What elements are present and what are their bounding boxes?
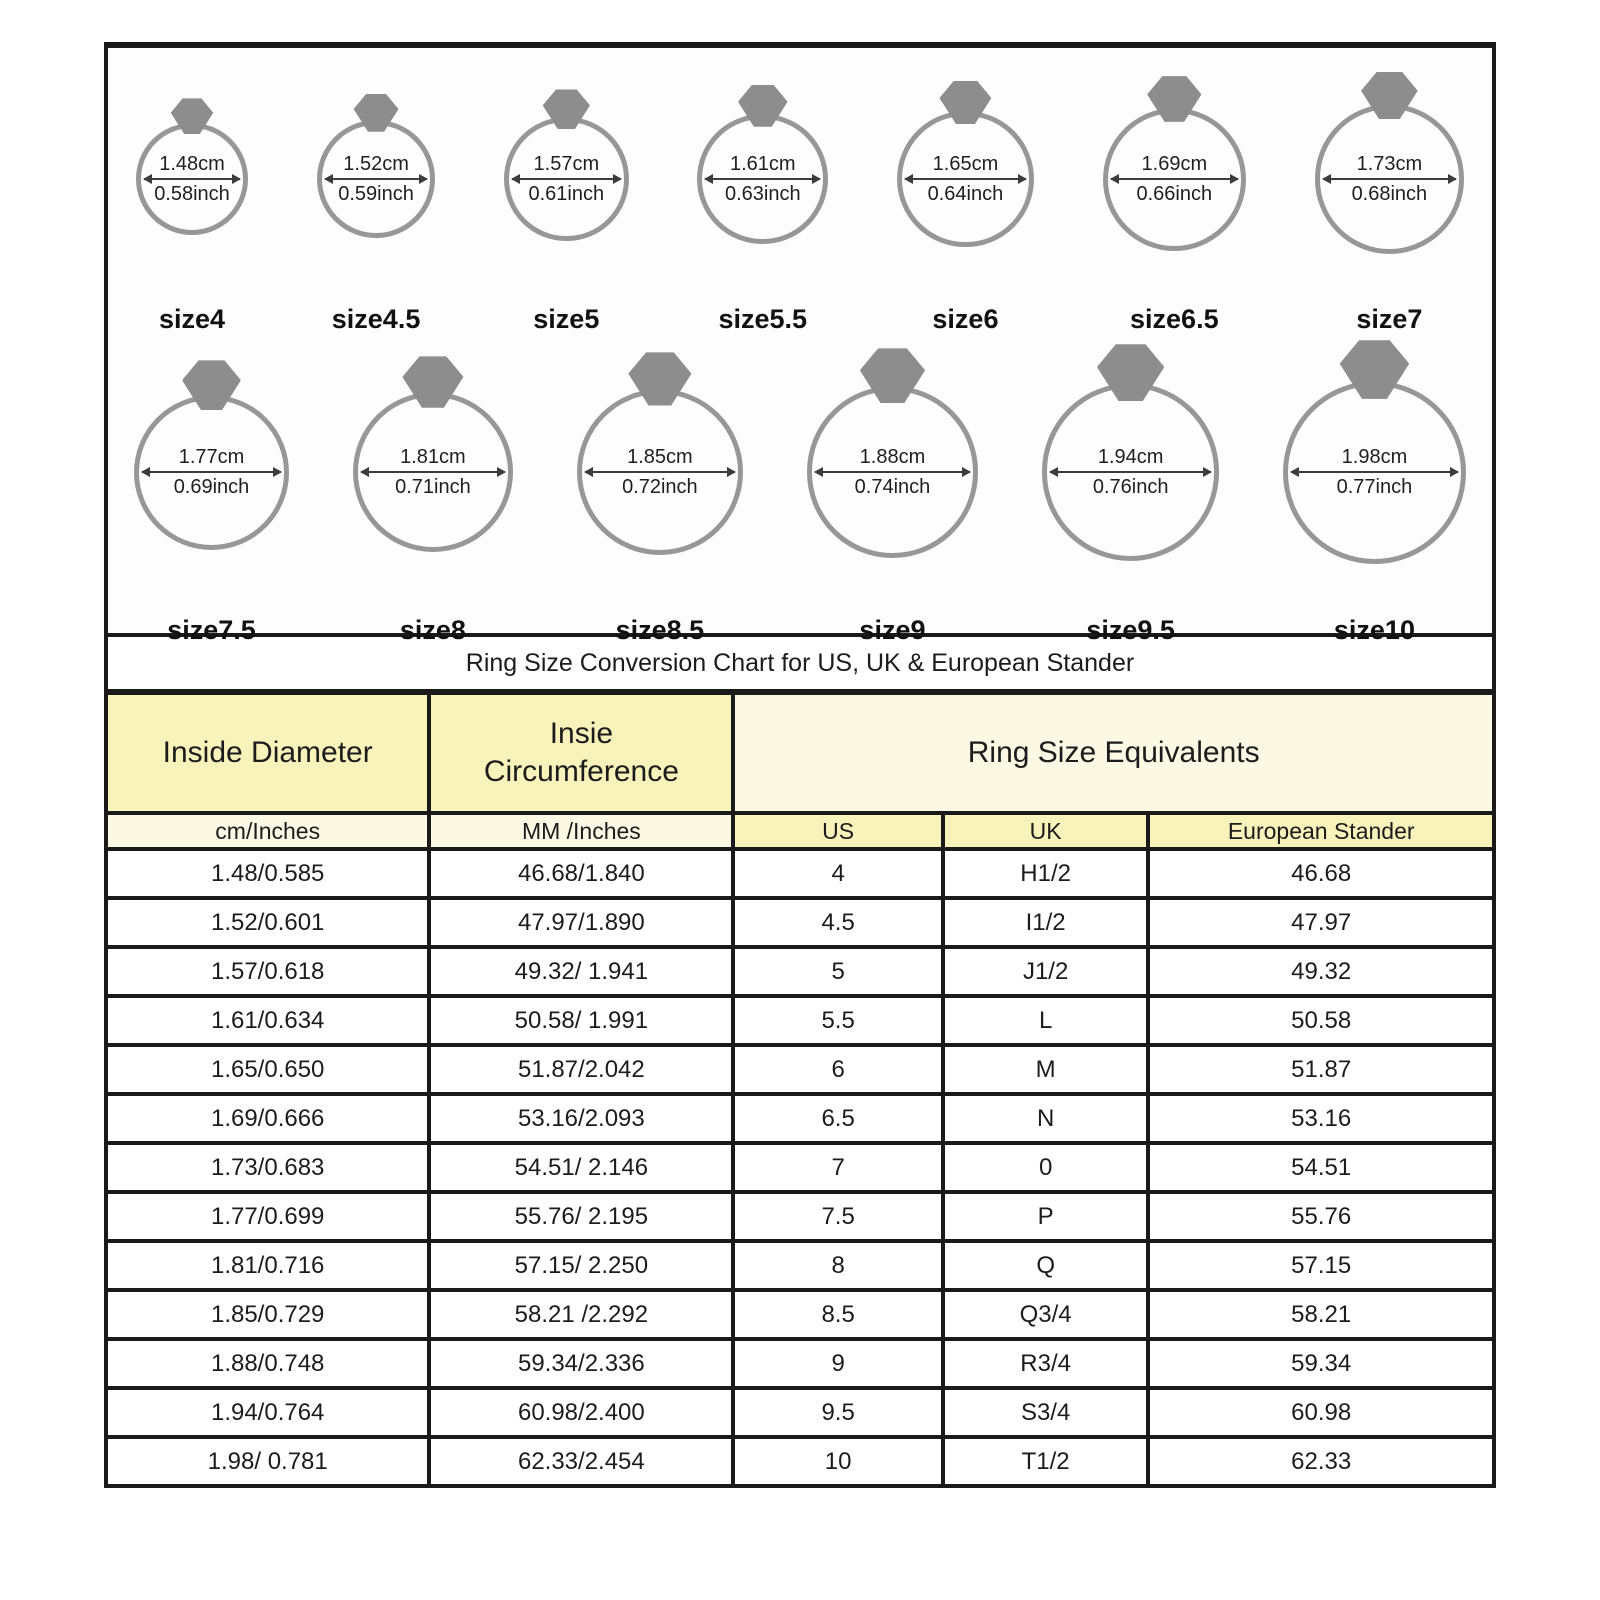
ring-size-label: size9 [859,615,926,645]
ring-size-label: size6 [932,304,999,334]
cell-us-size: 6.5 [733,1094,943,1143]
ring-diagram [1042,343,1219,646]
diameter-arrow-icon [512,178,620,180]
ring-diameter-cm: 1.81cm [400,446,466,468]
ring-row-1 [108,48,1492,335]
ring-diagram [353,343,514,646]
cell-european-size: 51.87 [1148,1045,1494,1094]
ring-diameter-inch: 0.69inch [173,476,250,498]
diameter-arrow-icon [1111,178,1238,180]
ring [577,389,743,555]
ring-circle [1042,383,1219,560]
header-inside-circumference [429,692,733,813]
table-row [106,1094,1494,1143]
diameter-arrow-icon [142,471,281,473]
subheader-mm-inches: MM /Inches [429,813,733,849]
ring-row-2 [108,335,1492,646]
cell-uk-size: P [943,1192,1148,1241]
table-row [106,1192,1494,1241]
ring-graphic [353,343,514,601]
cell-european-size: 49.32 [1148,947,1494,996]
cell-uk-size: H1/2 [943,849,1148,898]
ring-diameter-cm: 1.57cm [533,152,600,175]
ring-circle [136,123,248,235]
cell-us-size: 5 [733,947,943,996]
ring-size-label: size9.5 [1086,615,1175,645]
ring-graphic [807,343,979,601]
cell-uk-size: 0 [943,1143,1148,1192]
ring-size-label: size4 [158,304,226,334]
table-title: Ring Size Conversion Chart for US, UK & European Stander [106,637,1494,692]
cell-inside-circumference: 53.16/2.093 [429,1094,733,1143]
ring [697,114,828,245]
cell-uk-size: J1/2 [943,947,1148,996]
cell-us-size: 9.5 [733,1388,943,1437]
ring-circle [353,392,514,553]
header-ring-size-equivalents: Ring Size Equivalents [733,692,1494,813]
ring-circle [1283,381,1466,564]
cell-european-size: 46.68 [1148,849,1494,898]
cell-european-size: 55.76 [1148,1192,1494,1241]
ring-size-label: size7.5 [167,615,256,645]
ring [1315,104,1464,253]
cell-inside-diameter: 1.65/0.650 [106,1045,429,1094]
table-row [106,849,1494,898]
cell-inside-circumference: 50.58/ 1.991 [429,996,733,1045]
cell-uk-size: S3/4 [943,1388,1148,1437]
ring [317,120,435,238]
cell-inside-diameter: 1.73/0.683 [106,1143,429,1192]
cell-uk-size: L [943,996,1148,1045]
cell-us-size: 7 [733,1143,943,1192]
cell-uk-size: M [943,1045,1148,1094]
cell-us-size: 10 [733,1437,943,1486]
cell-inside-circumference: 57.15/ 2.250 [429,1241,733,1290]
cell-inside-circumference: 51.87/2.042 [429,1045,733,1094]
cell-inside-diameter: 1.85/0.729 [106,1290,429,1339]
cell-inside-circumference: 49.32/ 1.941 [429,947,733,996]
cell-european-size: 57.15 [1148,1241,1494,1290]
cell-us-size: 6 [733,1045,943,1094]
cell-us-size: 8.5 [733,1290,943,1339]
cell-european-size: 60.98 [1148,1388,1494,1437]
ring-graphic [504,68,628,290]
ring-diameter-inch: 0.74inch [854,475,931,498]
table-subheader-row [106,813,1494,849]
table-row [106,1290,1494,1339]
cell-inside-diameter: 1.69/0.666 [106,1094,429,1143]
ring-diameter-inch: 0.76inch [1092,475,1169,498]
ring-size-label: size8 [399,615,466,645]
subheader-cm-inches: cm/Inches [106,813,429,849]
ring-size-label: size10 [1333,615,1415,645]
conversion-table [104,637,1496,1488]
ring-diagram [807,343,979,646]
cell-uk-size: Q3/4 [943,1290,1148,1339]
cell-us-size: 9 [733,1339,943,1388]
ring-diagram [697,68,828,335]
cell-european-size: 47.97 [1148,898,1494,947]
table-row [106,996,1494,1045]
ring-diagram [1315,68,1464,335]
ring-diameter-cm: 1.65cm [932,152,999,175]
ring-graphic [134,343,289,601]
diameter-arrow-icon [1323,178,1456,180]
cell-inside-circumference: 47.97/1.890 [429,898,733,947]
ring-diameter-inch: 0.71inch [395,476,471,498]
ring-size-label: size5 [533,304,600,334]
ring-diameter-cm: 1.52cm [343,153,409,175]
ring-diameter-inch: 0.58inch [154,183,230,205]
ring-circle [134,395,289,550]
cell-inside-circumference: 54.51/ 2.146 [429,1143,733,1192]
diameter-arrow-icon [144,178,240,180]
cell-us-size: 4.5 [733,898,943,947]
ring-diameter-cm: 1.73cm [1356,153,1423,175]
ring-circle [1315,104,1464,253]
header-circumference-line2: Circumference [483,755,679,788]
cell-inside-diameter: 1.52/0.601 [106,898,429,947]
ring [897,111,1034,248]
ring-circle [897,111,1034,248]
ring-diagram [1283,343,1466,646]
ring-diagram [134,343,289,646]
ring-diameter-cm: 1.85cm [627,446,693,468]
ring-circle [317,120,435,238]
ring-circle [1103,108,1246,251]
ring [353,392,514,553]
cell-european-size: 54.51 [1148,1143,1494,1192]
ring [807,386,979,558]
cell-inside-circumference: 60.98/2.400 [429,1388,733,1437]
ring [136,123,248,235]
chart-sheet [104,42,1496,1488]
table-row [106,1045,1494,1094]
cell-inside-diameter: 1.57/0.618 [106,947,429,996]
header-circumference-line1: Insie [549,717,614,750]
ring-size-label: size8.5 [615,615,705,645]
table-row [106,898,1494,947]
cell-inside-circumference: 59.34/2.336 [429,1339,733,1388]
subheader-european-stander: European Stander [1148,813,1494,849]
subheader-uk: UK [943,813,1148,849]
subheader-us: US [733,813,943,849]
cell-us-size: 8 [733,1241,943,1290]
cell-uk-size: R3/4 [943,1339,1148,1388]
ring-diameter-cm: 1.88cm [859,445,926,468]
ring-diagram [897,68,1034,335]
ring-diameter-inch: 0.59inch [338,183,414,205]
table-row [106,1241,1494,1290]
ring-size-label: size7 [1356,304,1423,334]
ring-diameter-cm: 1.48cm [159,153,225,175]
cell-uk-size: T1/2 [943,1437,1148,1486]
table-header-row [106,692,1494,813]
cell-inside-circumference: 62.33/2.454 [429,1437,733,1486]
ring-diameter-cm: 1.94cm [1097,445,1164,468]
diameter-arrow-icon [705,178,820,180]
cell-inside-diameter: 1.94/0.764 [106,1388,429,1437]
cell-inside-diameter: 1.61/0.634 [106,996,429,1045]
ring-size-label: size6.5 [1130,304,1219,334]
diameter-arrow-icon [905,178,1026,180]
diameter-arrow-icon [1050,471,1211,473]
cell-inside-circumference: 55.76/ 2.195 [429,1192,733,1241]
ring [1283,381,1466,564]
table-row [106,1388,1494,1437]
ring-graphic [577,343,743,601]
table-row [106,1437,1494,1486]
ring [1042,383,1219,560]
cell-european-size: 62.33 [1148,1437,1494,1486]
ring-diameter-cm: 1.77cm [178,446,245,468]
diameter-arrow-icon [325,178,427,180]
ring [504,117,628,241]
ring-diameter-inch: 0.72inch [622,476,698,498]
diameter-arrow-icon [585,471,735,473]
cell-uk-size: N [943,1094,1148,1143]
cell-us-size: 7.5 [733,1192,943,1241]
ring-diameter-inch: 0.63inch [724,183,801,205]
ring-diameter-cm: 1.61cm [729,153,796,175]
ring-circle [697,114,828,245]
cell-inside-diameter: 1.48/0.585 [106,849,429,898]
ring-graphic [1283,343,1466,601]
diameter-arrow-icon [815,471,971,473]
cell-inside-circumference: 58.21 /2.292 [429,1290,733,1339]
ring-size-label: size4.5 [331,304,421,334]
ring-diameter-inch: 0.77inch [1336,476,1413,498]
cell-inside-diameter: 1.81/0.716 [106,1241,429,1290]
cell-european-size: 50.58 [1148,996,1494,1045]
ring-graphic [1103,68,1246,290]
table-row [106,1339,1494,1388]
cell-inside-diameter: 1.98/ 0.781 [106,1437,429,1486]
cell-us-size: 4 [733,849,943,898]
ring-diagram [1103,68,1246,335]
ring-diameter-cm: 1.98cm [1341,446,1408,468]
ring-circle [807,386,979,558]
ring-graphic [1315,68,1464,290]
ring-graphic [317,68,435,290]
ring-diameter-inch: 0.61inch [528,182,605,205]
cell-inside-diameter: 1.88/0.748 [106,1339,429,1388]
ring-diameter-inch: 0.68inch [1351,183,1428,205]
cell-us-size: 5.5 [733,996,943,1045]
cell-european-size: 53.16 [1148,1094,1494,1143]
ring-graphic [897,68,1034,290]
ring-diagram [136,68,248,335]
ring [134,395,289,550]
ring-diagram [577,343,743,646]
ring [1103,108,1246,251]
ring-circle [504,117,628,241]
table-row [106,947,1494,996]
ring-diameter-inch: 0.64inch [927,182,1004,205]
ring-graphic [697,68,828,290]
cell-inside-diameter: 1.77/0.699 [106,1192,429,1241]
ring-graphic [1042,343,1219,601]
cell-uk-size: I1/2 [943,898,1148,947]
ring-graphic [136,68,248,290]
cell-inside-circumference: 46.68/1.840 [429,849,733,898]
diameter-arrow-icon [1291,471,1458,473]
ring-diagram [504,68,628,335]
ring-size-label: size5.5 [718,304,808,334]
ring-diagram [317,68,435,335]
cell-european-size: 59.34 [1148,1339,1494,1388]
cell-uk-size: Q [943,1241,1148,1290]
table-row [106,1143,1494,1192]
diameter-arrow-icon [361,471,506,473]
cell-european-size: 58.21 [1148,1290,1494,1339]
header-inside-diameter: Inside Diameter [106,692,429,813]
ring-circle [577,389,743,555]
ring-diagrams-panel [104,42,1496,645]
ring-diameter-inch: 0.66inch [1136,183,1213,205]
ring-diameter-cm: 1.69cm [1141,153,1208,175]
